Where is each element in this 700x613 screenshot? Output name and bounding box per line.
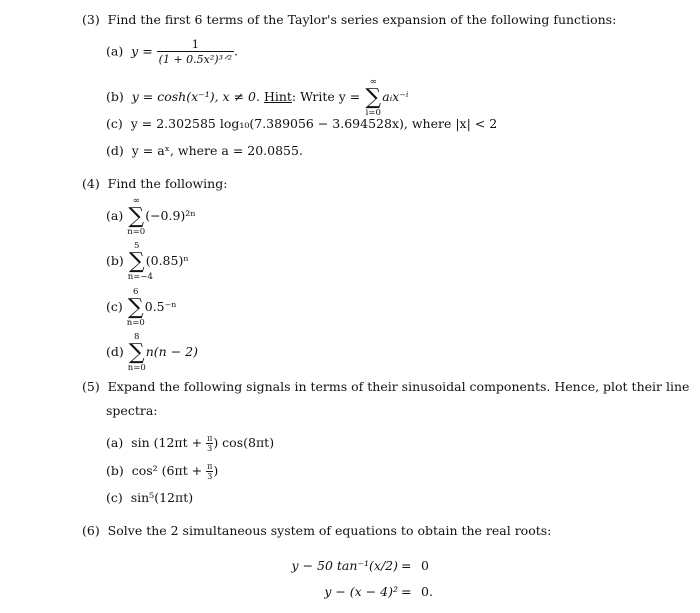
- question-4c: (c) 6 ∑ n=0 0.5⁻ⁿ: [106, 287, 177, 328]
- equation-2-eq: =: [401, 584, 412, 599]
- question-4-heading: (4) Find the following:: [82, 176, 228, 191]
- summation-sign: ∞ ∑ i=0: [365, 77, 382, 118]
- question-3a: (a) y = $\frac{1}{\text{(1 + 0.5x²)³ᐟ²}}$ .: [106, 38, 239, 66]
- fraction: $\frac{1}{\text{(1 + 0.5x²)³ᐟ²}}$: [158, 38, 233, 66]
- question-5b: (b) cos² (6πt + $\frac{\pi}{3}$ ): [106, 462, 219, 481]
- summation-sign: 5 ∑ n=−4: [127, 241, 153, 282]
- question-4a: (a) ∞ ∑ n=0 (−0.9)²ⁿ: [106, 196, 196, 237]
- equation-1-lhs: y − 50 tan⁻¹(x/2): [291, 558, 398, 573]
- fraction: $\frac{\pi}{3}$: [207, 462, 213, 481]
- question-3b: (b) y = cosh(x⁻¹), x ≠ 0. Hint: Write y = ∞ ∑ i=0 aᵢx⁻ⁱ: [106, 77, 409, 118]
- summation-sign: 6 ∑ n=0: [126, 287, 145, 328]
- question-3c: (c) y = 2.302585 log₁₀(7.389056 − 3.694528x), where |x| < 2: [106, 116, 498, 131]
- equation-2-lhs: y − (x − 4)²: [324, 584, 398, 599]
- fraction: $\frac{\pi}{3}$: [207, 434, 213, 453]
- question-3d: (d) y = aˣ, where a = 20.0855.: [106, 143, 303, 158]
- question-4b: (b) 5 ∑ n=−4 (0.85)ⁿ: [106, 241, 189, 282]
- question-5c: (c) sin⁵(12πt): [106, 490, 194, 505]
- question-3-heading: (3) Find the first 6 terms of the Taylor's series expansion of the following functions:: [82, 12, 617, 27]
- equation-2-rhs: 0.: [421, 584, 433, 599]
- summation-sign: 8 ∑ n=0: [127, 332, 146, 373]
- question-5a: (a) sin (12πt + $\frac{\pi}{3}$ ) cos(8πt): [106, 434, 275, 453]
- equation-1-eq: =: [401, 558, 412, 573]
- question-6-heading: (6) Solve the 2 simultaneous system of equations to obtain the real roots:: [82, 523, 552, 538]
- question-5-heading: (5) Expand the following signals in terms of their sinusoidal components. Hence, plot their line: [82, 379, 690, 394]
- summation-sign: ∞ ∑ n=0: [127, 196, 146, 237]
- equation-1-rhs: 0: [421, 558, 429, 573]
- question-5-heading-cont: spectra:: [106, 403, 158, 418]
- question-4d: (d) 8 ∑ n=0 n(n − 2): [106, 332, 198, 373]
